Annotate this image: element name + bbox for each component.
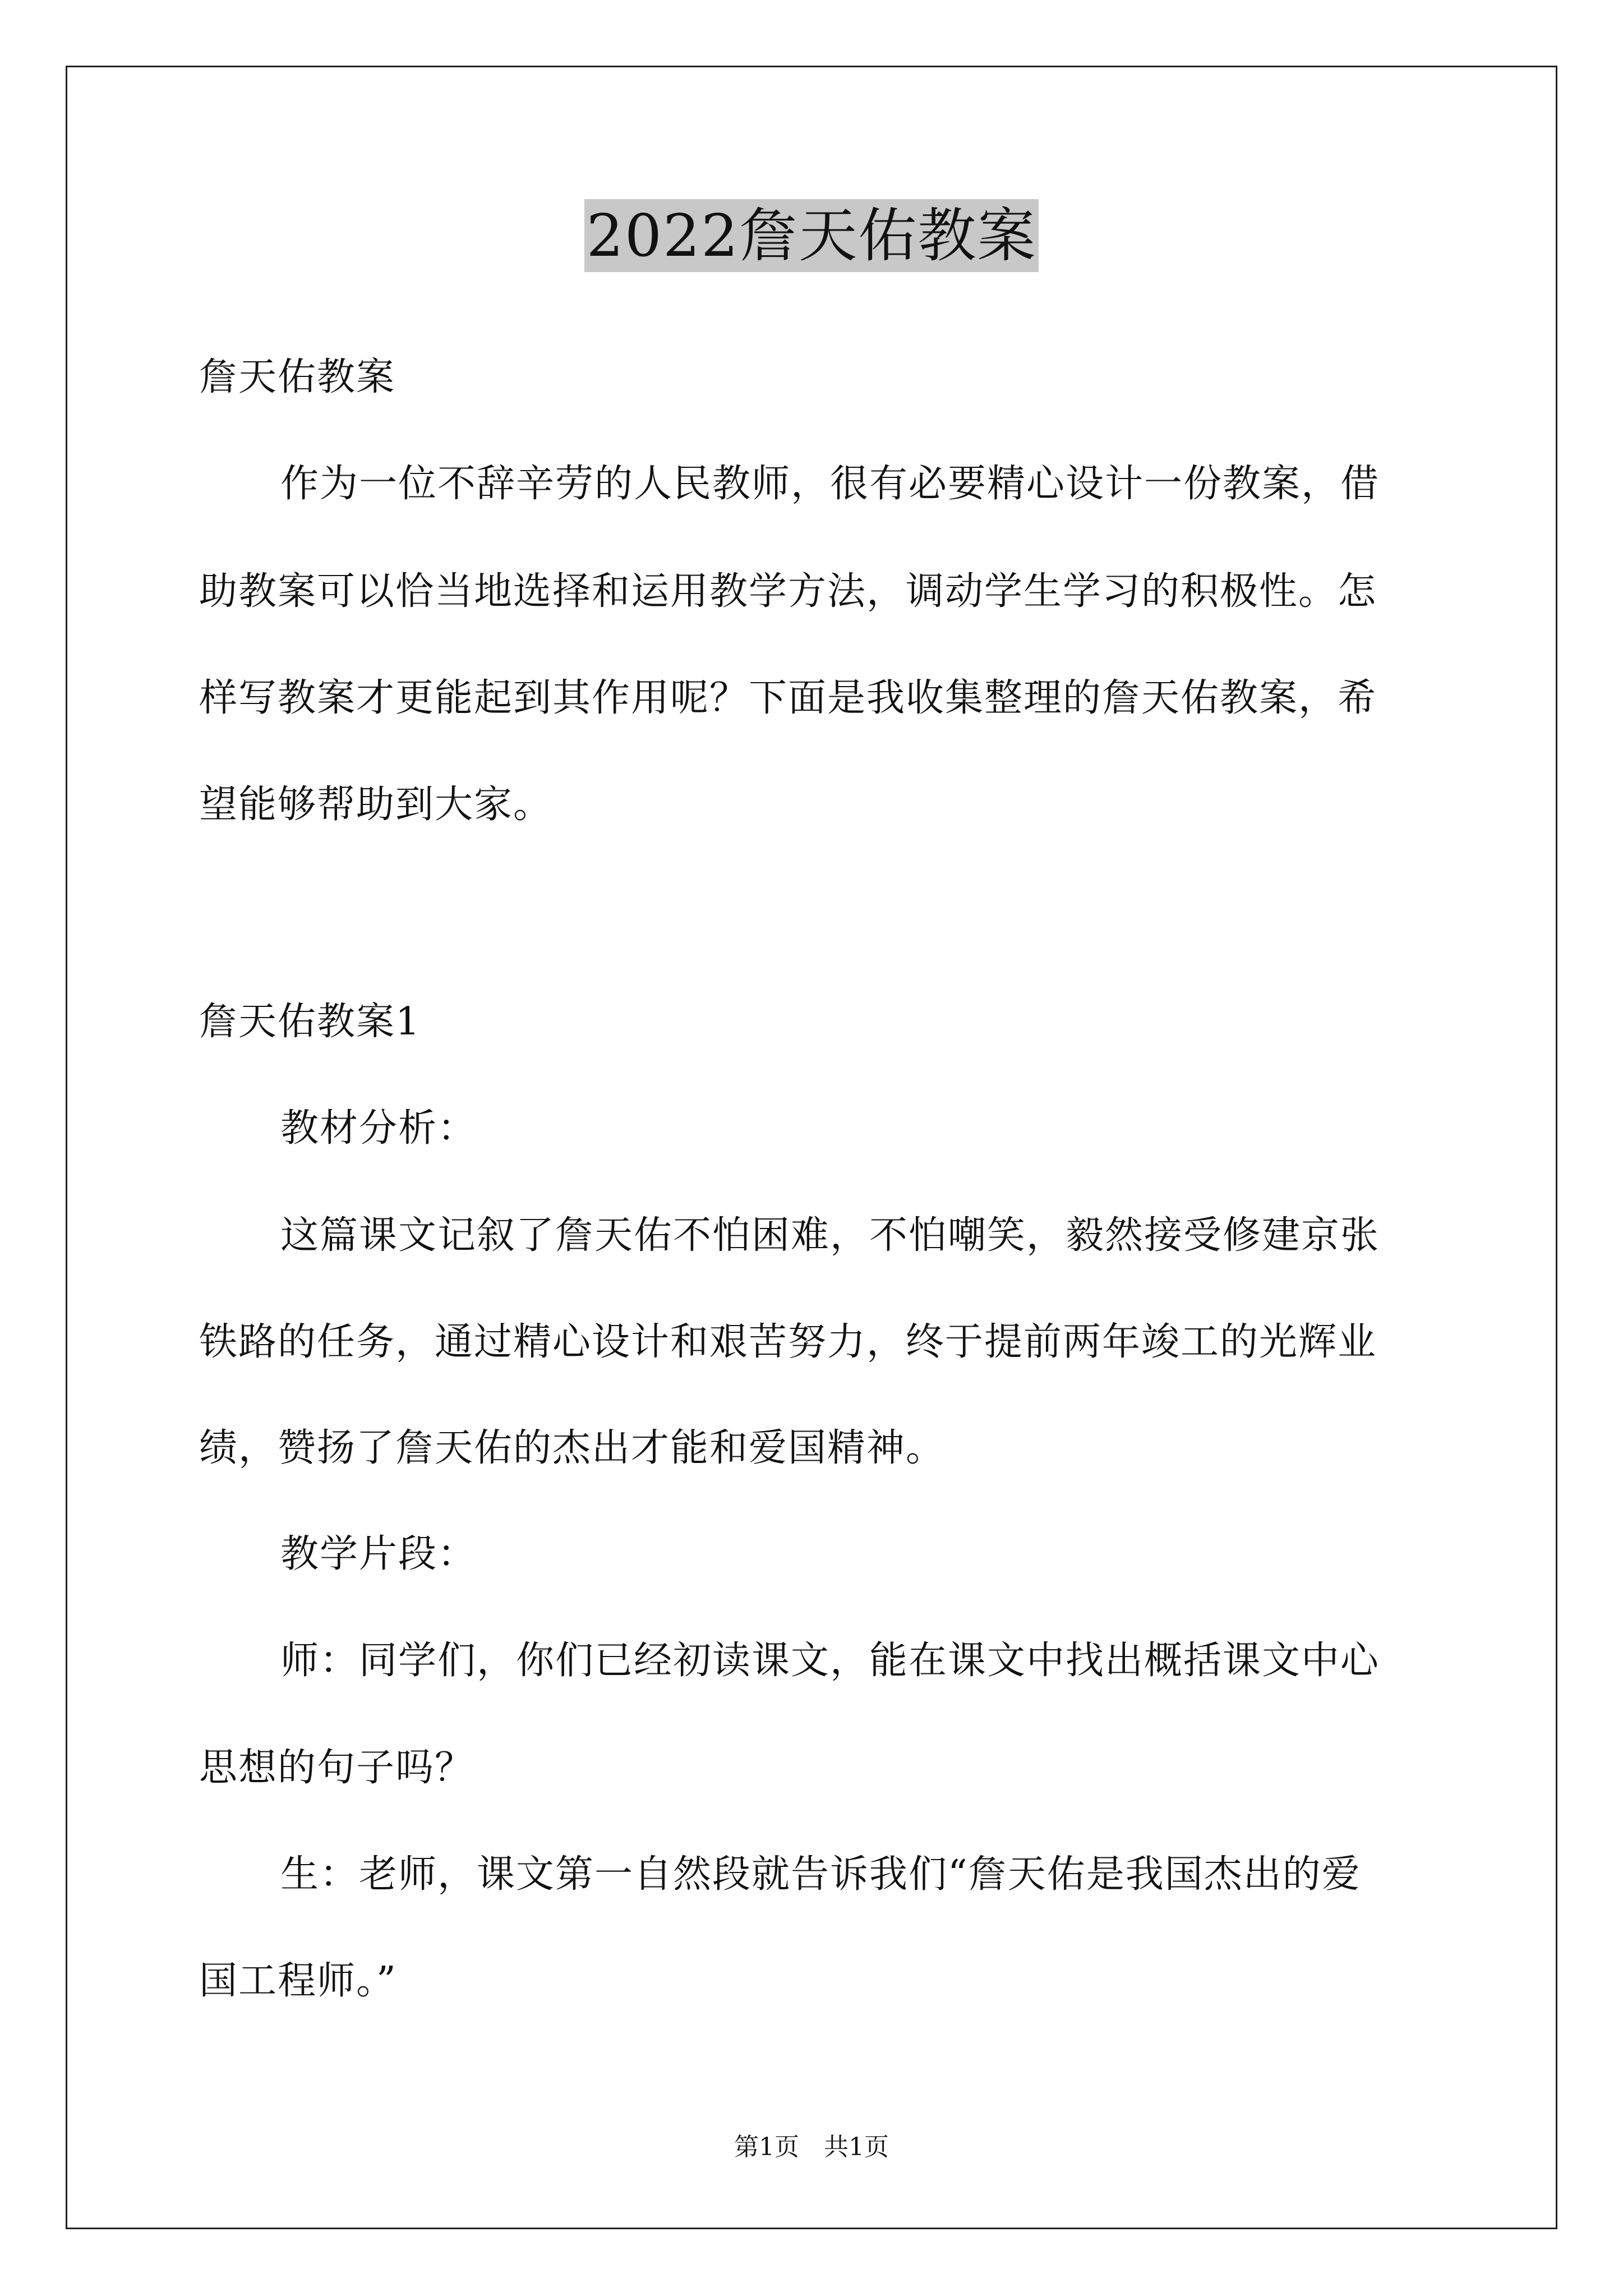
intro-line-2: 助教案可以恰当地选择和运用教学方法，调动学生学习的积极性。怎 [199, 569, 1377, 614]
teacher-line-2: 思想的句子吗？ [199, 1746, 474, 1790]
student-line-1: 生：老师，课文第一自然段就告诉我们“詹天佑是我国杰出的爱 [280, 1852, 1361, 1897]
segment-heading: 教学片段： [280, 1532, 477, 1576]
intro-line-1: 作为一位不辞辛劳的人民教师，很有必要精心设计一份教案，借 [280, 462, 1380, 506]
materials-line-2: 铁路的任务，通过精心设计和艰苦努力，终于提前两年竣工的光辉业 [199, 1320, 1377, 1364]
materials-line-1: 这篇课文记叙了詹天佑不怕困难，不怕嘲笑，毅然接受修建京张 [280, 1213, 1380, 1258]
student-line-2: 国工程师。” [199, 1959, 397, 2003]
materials-line-3: 绩，赞扬了詹天佑的杰出才能和爱国精神。 [199, 1426, 946, 1470]
page-footer: 第1页 共1页 [734, 2133, 889, 2161]
materials-heading: 教材分析： [280, 1106, 477, 1151]
intro-line-4: 望能够帮助到大家。 [199, 783, 553, 827]
teacher-line-1: 师：同学们，你们已经初读课文，能在课文中找出概括课文中心 [280, 1639, 1380, 1683]
title-container [0, 199, 1623, 272]
document-subtitle: 詹天佑教案 [199, 355, 396, 399]
document-title: 2022詹天佑教案 [584, 199, 1039, 272]
section-heading: 詹天佑教案1 [199, 1000, 421, 1044]
intro-line-3: 样写教案才更能起到其作用呢？下面是我收集整理的詹天佑教案，希 [199, 676, 1377, 720]
